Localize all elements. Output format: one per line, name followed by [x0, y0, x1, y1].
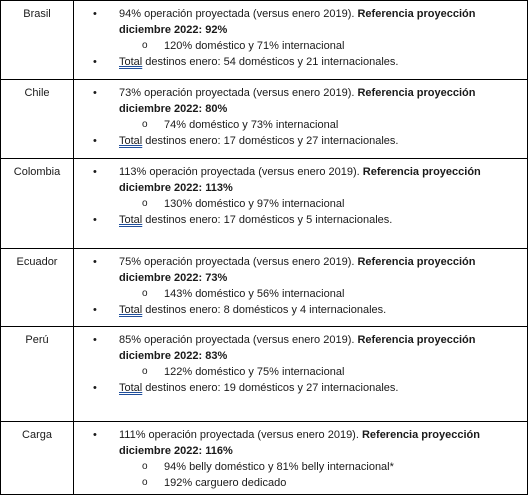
reference-value: 92% [205, 24, 228, 36]
total-text: destinos enero: 17 domésticos y 5 internacionales. [142, 214, 393, 226]
country-cell: Colombia [1, 159, 74, 249]
total-word: Total [119, 56, 143, 68]
operation-text: 85% operación proyectada (versus enero 2019). [119, 334, 358, 346]
content-cell [74, 159, 528, 249]
total-text: destinos enero: 8 domésticos y 4 internacionales. [142, 304, 387, 316]
sub-bullet-list [119, 38, 527, 54]
total-word: Total [119, 304, 143, 316]
sub-bullet: o 192% carguero dedicado [74, 475, 527, 491]
total-word: Total [119, 135, 143, 147]
content-cell [74, 80, 528, 159]
total-text: destinos enero: 19 domésticos y 27 internacionales. [142, 382, 399, 394]
total-bullet [74, 380, 527, 396]
sub-bullet: o 122% doméstico y 75% internacional [74, 364, 527, 380]
total-word: Total [119, 214, 143, 226]
reference-label: Referencia proyección diciembre 2022: [119, 166, 481, 194]
sub-bullet-list [119, 364, 527, 380]
table-row [1, 1, 528, 80]
country-cell: Chile [1, 80, 74, 159]
table-row [1, 159, 528, 249]
total-bullet [74, 212, 527, 228]
table-row [1, 422, 528, 495]
operation-bullet [74, 85, 527, 133]
bullet-list [74, 427, 527, 491]
total-text: destinos enero: 17 domésticos y 27 internacionales. [142, 135, 399, 147]
sub-bullet: o 94% belly doméstico y 81% belly internacional* [74, 459, 527, 475]
country-cell: Ecuador [1, 249, 74, 327]
sub-bullet-list [119, 117, 527, 133]
total-bullet [74, 54, 527, 70]
reference-value: 80% [205, 103, 228, 115]
bullet-list [74, 164, 527, 228]
operation-bullet [74, 164, 527, 212]
table-row [1, 249, 528, 327]
operation-bullet [74, 254, 527, 302]
table-row [1, 327, 528, 422]
country-cell: Carga [1, 422, 74, 495]
reference-value: 113% [205, 182, 233, 194]
operation-text: 111% operación proyectada (versus enero 2019). [119, 429, 362, 441]
content-cell [74, 327, 528, 422]
sub-bullet: o 143% doméstico y 56% internacional [74, 286, 527, 302]
bullet-list [74, 332, 527, 396]
content-cell [74, 249, 528, 327]
reference-value: 83% [205, 350, 228, 362]
sub-bullet-list [119, 459, 527, 491]
reference-label: Referencia proyección diciembre 2022: [119, 334, 476, 362]
total-text: destinos enero: 54 domésticos y 21 internacionales. [142, 56, 399, 68]
total-word: Total [119, 382, 143, 394]
reference-value: 116% [205, 445, 233, 457]
bullet-list [74, 85, 527, 149]
total-bullet [74, 302, 527, 318]
total-bullet [74, 133, 527, 149]
sub-bullet: o 130% doméstico y 97% internacional [74, 196, 527, 212]
reference-label: Referencia proyección diciembre 2022: [119, 256, 476, 284]
content-cell [74, 1, 528, 80]
content-cell [74, 422, 528, 495]
operation-text: 113% operación proyectada (versus enero 2019). [119, 166, 363, 178]
sub-bullet: o 120% doméstico y 71% internacional [74, 38, 527, 54]
sub-bullet: o 74% doméstico y 73% internacional [74, 117, 527, 133]
operation-text: 94% operación proyectada (versus enero 2019). [119, 8, 358, 20]
table-row [1, 80, 528, 159]
operation-text: 75% operación proyectada (versus enero 2019). [119, 256, 358, 268]
reference-label: Referencia proyección diciembre 2022: [119, 87, 476, 115]
sub-bullet-list [119, 286, 527, 302]
country-cell: Brasil [1, 1, 74, 80]
operation-bullet [74, 6, 527, 54]
operation-text: 73% operación proyectada (versus enero 2019). [119, 87, 358, 99]
reference-value: 73% [205, 272, 228, 284]
operation-bullet [74, 332, 527, 380]
operation-bullet [74, 427, 527, 491]
reference-label: Referencia proyección diciembre 2022: [119, 429, 480, 457]
bullet-list [74, 254, 527, 318]
sub-bullet-list [119, 196, 527, 212]
bullet-list [74, 6, 527, 70]
country-cell: Perú [1, 327, 74, 422]
reference-label: Referencia proyección diciembre 2022: [119, 8, 476, 36]
